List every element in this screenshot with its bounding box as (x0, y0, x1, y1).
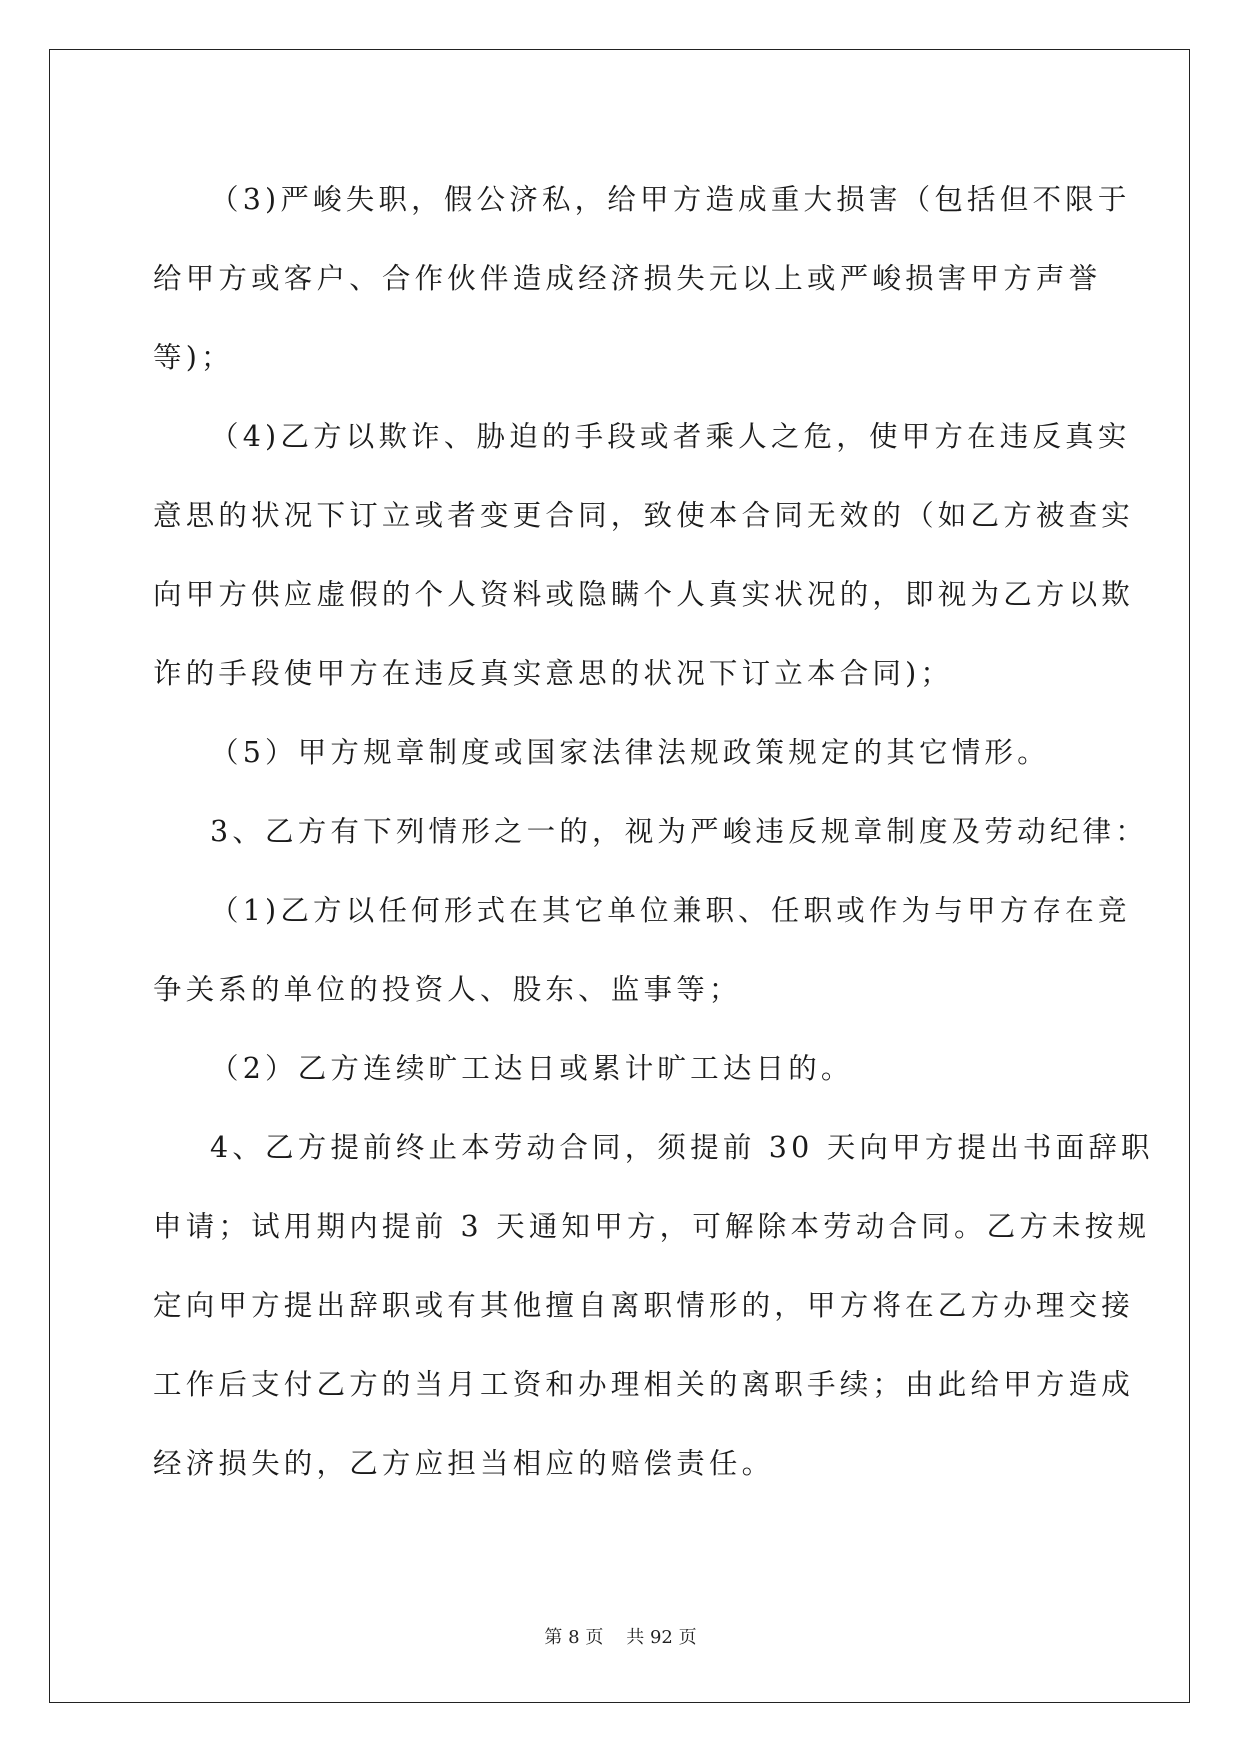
paragraph-line: 3、乙方有下列情形之一的，视为严峻违反规章制度及劳动纪律： (210, 815, 1148, 848)
paragraph-line: （1)乙方以任何形式在其它单位兼职、任职或作为与甲方存在竞 (210, 894, 1131, 927)
paragraph-line: 定向甲方提出辞职或有其他擅自离职情形的，甲方将在乙方办理交接 (153, 1289, 1135, 1322)
paragraph-line: （5）甲方规章制度或国家法律法规政策规定的其它情形。 (210, 736, 1050, 769)
page-total: 共 92 页 (626, 1627, 697, 1648)
paragraph-line: 给甲方或客户、合作伙伴造成经济损失元以上或严峻损害甲方声誉 (153, 262, 1102, 295)
paragraph-line: （4)乙方以欺诈、胁迫的手段或者乘人之危，使甲方在违反真实 (210, 420, 1131, 453)
paragraph-line: 意思的状况下订立或者变更合同，致使本合同无效的（如乙方被查实 (153, 499, 1135, 532)
page-footer (0, 1626, 1241, 1650)
paragraph-line: 申请；试用期内提前 3 天通知甲方，可解除本劳动合同。乙方未按规 (153, 1210, 1151, 1243)
paragraph-line: 工作后支付乙方的当月工资和办理相关的离职手续；由此给甲方造成 (153, 1368, 1135, 1401)
page-number: 第 8 页 (544, 1627, 604, 1648)
paragraph-line: 等)； (153, 341, 234, 374)
paragraph-line: （3)严峻失职，假公济私，给甲方造成重大损害（包括但不限于 (210, 183, 1131, 216)
paragraph-line: 经济损失的，乙方应担当相应的赔偿责任。 (153, 1447, 775, 1480)
paragraph-line: （2）乙方连续旷工达日或累计旷工达日的。 (210, 1052, 854, 1085)
paragraph-line: 争关系的单位的投资人、股东、监事等； (153, 973, 742, 1006)
paragraph-line: 向甲方供应虚假的个人资料或隐瞒个人真实状况的，即视为乙方以欺 (153, 578, 1135, 611)
paragraph-line: 4、乙方提前终止本劳动合同，须提前 30 天向甲方提出书面辞职 (210, 1131, 1154, 1164)
paragraph-line: 诈的手段使甲方在违反真实意思的状况下订立本合同)； (153, 657, 954, 690)
document-body (153, 160, 1154, 1503)
